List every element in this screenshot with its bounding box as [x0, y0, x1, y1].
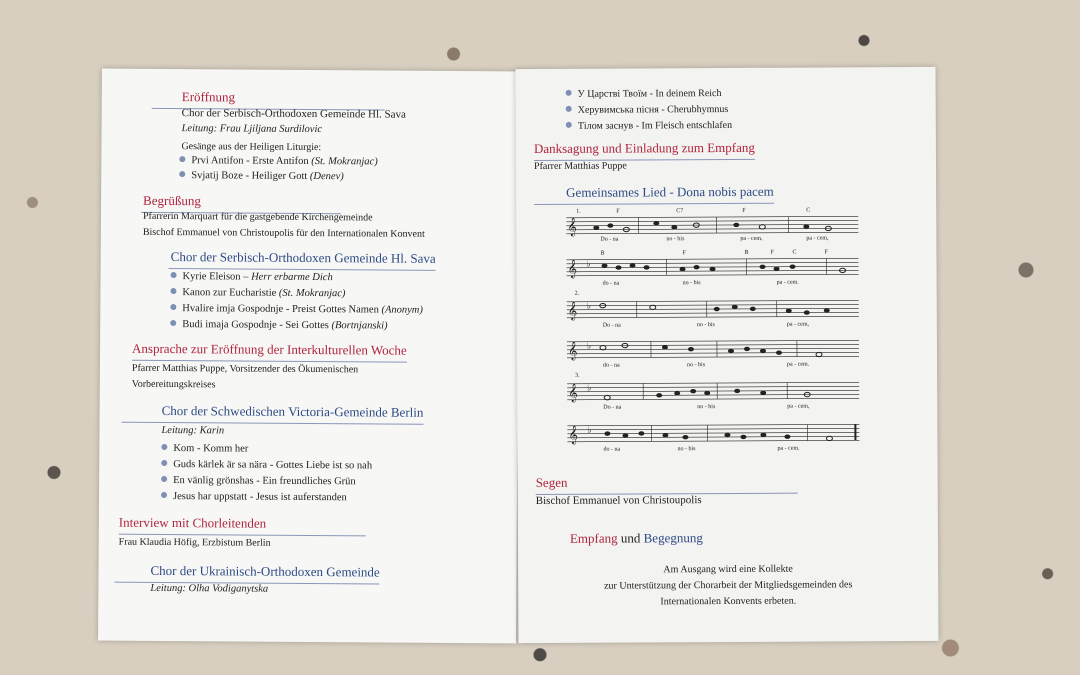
bullet-icon	[170, 320, 176, 326]
bullet-icon	[179, 171, 185, 177]
kollekte-line: Internationalen Konvents erbeten.	[660, 595, 797, 608]
text-line: Frau Klaudia Höfig, Erzbistum Berlin	[118, 536, 271, 549]
bullet-icon	[170, 304, 176, 310]
chord-label: B	[744, 249, 749, 256]
bullet-icon	[161, 476, 167, 482]
choir-line: Chor der Serbisch-Orthodoxen Gemeinde Hl. Sava	[181, 107, 406, 121]
lyric: no - bis	[697, 404, 716, 411]
lyric: do - na	[603, 446, 621, 453]
svg-text:♭: ♭	[586, 340, 592, 351]
program-right-page	[516, 67, 939, 643]
section-heading-lied: Gemeinsames Lied - Dona nobis pacem	[566, 184, 774, 201]
bullet-icon	[161, 444, 167, 450]
svg-text:♭: ♭	[586, 258, 591, 269]
leitung-line: Leitung: Frau Ljiljana Surdilovic	[181, 123, 323, 136]
bullet-icon	[566, 106, 572, 112]
svg-text:♭: ♭	[587, 382, 592, 393]
list-item: Kyrie Eleison – Herr erbarme Dich	[171, 271, 333, 283]
text-line: Pfarrer Matthias Puppe, Vorsitzender des Ökumenischen	[131, 362, 359, 376]
list-item: Kanon zur Eucharistie (St. Mokranjac)	[170, 287, 345, 299]
text-line: Pfarrer Matthias Puppe	[533, 160, 627, 173]
list-item: Guds kärlek är sa nära - Gottes Liebe ist so nah	[161, 459, 372, 471]
lyric: pa - cem.	[777, 445, 800, 452]
bullet-icon	[566, 90, 572, 96]
bullet-icon	[179, 156, 185, 162]
list-item: Тілом заснув - Im Fleisch entschlafen	[566, 120, 732, 132]
chord-label: B	[600, 250, 605, 257]
verse-number: 3.	[575, 372, 580, 379]
chord-label: F	[742, 207, 746, 214]
lyric: no - bis	[677, 446, 696, 453]
music-staff	[567, 337, 859, 365]
lyric: no - bis	[687, 362, 706, 369]
bullet-icon	[161, 492, 167, 498]
chord-label: C7	[676, 208, 684, 215]
svg-text:𝄞: 𝄞	[567, 260, 578, 278]
bullet-icon	[566, 122, 572, 128]
list-item: En vänlig grönshas - Ein freundliches Grün	[161, 475, 356, 487]
lyric: do - na	[602, 280, 620, 287]
bullet-icon	[170, 288, 176, 294]
verse-number: 2.	[574, 290, 580, 297]
text-line: Bischof Emmanuel von Christoupolis für den Internationalen Konvent	[142, 226, 425, 240]
section-heading-serbisch: Chor der Serbisch-Orthodoxen Gemeinde Hl. Sava	[171, 249, 436, 267]
chord-label: C	[806, 207, 811, 214]
section-heading-ansprache: Ansprache zur Eröffnung der Interkulturellen Woche	[132, 341, 407, 359]
text-line: Pfarrerin Marquart für die gastgebende Kirchengemeinde	[142, 210, 373, 224]
chord-label: F	[770, 249, 774, 256]
lyric: pa - cem,	[740, 235, 763, 242]
section-heading-schwedisch: Chor der Schwedischen Victoria-Gemeinde Berlin	[162, 403, 424, 421]
chord-label: F	[682, 250, 686, 257]
svg-text:♭: ♭	[586, 300, 592, 311]
lyric: pa - cem.	[776, 279, 799, 286]
list-item: У Царстві Твоїм - In deinem Reich	[566, 88, 722, 100]
list-item: Jesus har uppstatt - Jesus ist auferstanden	[161, 491, 347, 503]
leitung-line: Leitung: Karin	[161, 424, 225, 437]
svg-text:𝄞: 𝄞	[568, 384, 578, 402]
svg-text:𝄞: 𝄞	[567, 218, 577, 236]
lyric: Do - na	[602, 322, 621, 329]
lyric: pa - cem,	[806, 235, 829, 242]
section-heading-segen: Segen	[536, 475, 568, 491]
list-item: Budi imaja Gospodnje - Sei Gottes (Bortnjanski)	[170, 319, 387, 332]
kollekte-line: Am Ausgang wird eine Kollekte	[663, 563, 793, 576]
section-heading-ukrainisch: Chor der Ukrainisch-Orthodoxen Gemeinde	[150, 563, 379, 581]
music-staff	[567, 297, 859, 325]
list-item: Kom - Komm her	[161, 443, 248, 455]
svg-text:𝄞: 𝄞	[568, 426, 578, 444]
lyric: pa - cem,	[786, 321, 810, 328]
intro-line: Gesänge aus der Heiligen Liturgie:	[181, 141, 322, 154]
chord-label: F	[824, 249, 828, 256]
list-item: Херувимська пісня - Cherubhymnus	[566, 104, 729, 116]
verse-number: 1.	[576, 208, 581, 215]
lyric: do - na	[603, 362, 620, 369]
music-staff	[567, 421, 859, 449]
lyric: Do - na	[600, 236, 619, 243]
kollekte-line: zur Unterstützung der Chorarbeit der Mitgliedsgemeinden des	[604, 579, 853, 592]
list-item: Prvi Antifon - Erste Antifon (St. Mokranjac)	[179, 155, 377, 167]
bullet-icon	[171, 272, 177, 278]
section-heading-interview: Interview mit Chorleitenden	[119, 515, 266, 532]
section-heading-dank: Danksagung und Einladung zum Empfang	[534, 140, 755, 157]
svg-text:𝄞: 𝄞	[567, 302, 578, 320]
leitung-line: Leitung: Olha Vodiganytska	[150, 582, 269, 595]
section-heading-empfang: Empfang und Begegnung	[569, 530, 703, 546]
chord-label: C	[792, 249, 797, 256]
lyric: Do - na	[603, 404, 622, 411]
text-line: Vorbereitungskreises	[131, 378, 216, 391]
bullet-icon	[161, 460, 167, 466]
text-line: Bischof Emmanuel von Christoupolis	[535, 494, 702, 508]
lyric: no - bis	[666, 236, 685, 243]
svg-text:♭: ♭	[587, 424, 592, 435]
list-item: Hvalire imja Gospodnje - Preist Gottes Namen (Anonym)	[170, 303, 423, 316]
lyric: no - bis	[696, 322, 715, 329]
lyric: pa - cem.	[787, 361, 810, 368]
lyric: no - bis	[682, 280, 701, 287]
program-left-page	[98, 69, 520, 644]
music-staff	[567, 379, 859, 407]
list-item: Svjatij Boze - Heiliger Gott (Denev)	[179, 170, 344, 182]
section-heading-begruessung: Begrüßung	[143, 193, 201, 209]
lyric: pa - cem,	[787, 403, 810, 410]
section-heading-eroeffnung: Eröffnung	[182, 89, 235, 105]
music-staff	[566, 255, 858, 283]
svg-text:𝄞: 𝄞	[567, 342, 578, 360]
chord-label: F	[616, 208, 620, 215]
